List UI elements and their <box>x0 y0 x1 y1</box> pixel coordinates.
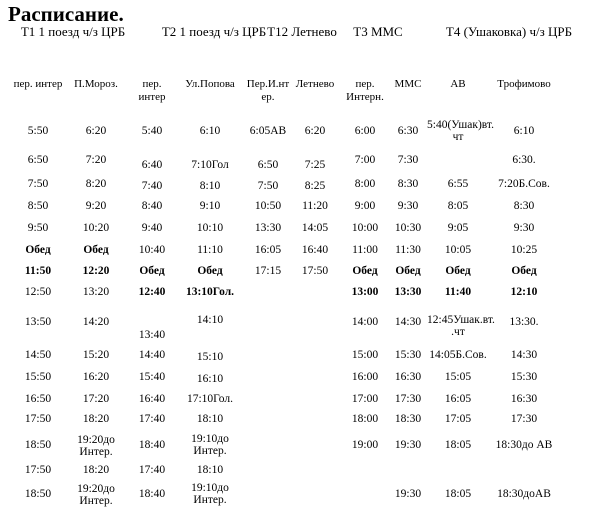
schedule-cell: 17:20 <box>82 393 110 405</box>
column-header: Летнево <box>295 78 335 90</box>
schedule-cell: 10:05 <box>444 244 472 256</box>
schedule-cell: 10:40 <box>138 244 166 256</box>
schedule-cell: 6:50 <box>257 159 279 171</box>
schedule-cell: 17:50 <box>24 413 52 425</box>
route-header-t1: Т1 1 поезд ч/з ЦРБ <box>20 24 126 39</box>
schedule-cell: 18:05 <box>444 439 472 451</box>
schedule-cell: 13:20 <box>82 286 110 298</box>
schedule-cell: 16:05 <box>444 393 472 405</box>
schedule-cell: 14:40 <box>138 349 166 361</box>
schedule-cell: 11:20 <box>302 200 328 212</box>
schedule-cell: 19:10до Интер. <box>191 433 229 457</box>
schedule-cell: 15:00 <box>351 349 379 361</box>
schedule-cell: 18:40 <box>138 488 166 500</box>
schedule-cell: Обед <box>511 265 537 277</box>
schedule-cell: 12:45Ушак.вт. .чт <box>427 314 495 338</box>
schedule-cell: 17:05 <box>444 413 472 425</box>
schedule-cell: 7:10Гол <box>191 159 229 171</box>
schedule-cell: 18:50 <box>24 488 52 500</box>
schedule-cell: 15:40 <box>138 371 166 383</box>
schedule-cell: 7:20 <box>85 154 107 166</box>
schedule-cell: 18:30 <box>394 413 422 425</box>
schedule-cell: 14:00 <box>351 316 379 328</box>
schedule-cell: 8:30 <box>513 200 535 212</box>
page-title: Расписание. <box>8 2 124 26</box>
schedule-cell: 17:40 <box>138 413 166 425</box>
schedule-cell: 18:30до АВ <box>495 439 553 451</box>
schedule-cell: 19:20до Интер. <box>77 483 115 507</box>
schedule-cell: 18:00 <box>351 413 379 425</box>
schedule-cell: 8:40 <box>141 200 163 212</box>
schedule-cell: 9:05 <box>447 222 469 234</box>
schedule-cell: 16:50 <box>24 393 52 405</box>
schedule-cell: 10:00 <box>351 222 379 234</box>
schedule-cell: 18:40 <box>138 439 166 451</box>
schedule-cell: 12:20 <box>82 265 110 277</box>
schedule-cell: 6:55 <box>447 178 469 190</box>
schedule-cell: 9:40 <box>141 222 163 234</box>
schedule-cell: 16:30 <box>510 393 538 405</box>
schedule-cell: 9:00 <box>354 200 376 212</box>
schedule-cell: Обед <box>445 265 471 277</box>
schedule-cell: 10:10 <box>196 222 224 234</box>
route-header-t12: Т12 Летнево <box>267 24 337 39</box>
schedule-cell: 11:30 <box>395 244 421 256</box>
schedule-cell: Обед <box>83 244 109 256</box>
schedule-cell: 8:05 <box>447 200 469 212</box>
schedule-cell: 13:30. <box>509 316 539 328</box>
schedule-cell: 6:20 <box>304 125 326 137</box>
schedule-cell: 11:40 <box>444 286 472 298</box>
schedule-cell: 18:10 <box>196 464 224 476</box>
schedule-cell: 8:20 <box>85 178 107 190</box>
schedule-cell: 7:20Б.Сов. <box>498 178 550 190</box>
schedule-cell: 5:50 <box>27 125 49 137</box>
schedule-cell: 8:10 <box>199 180 221 192</box>
schedule-cell: 9:20 <box>85 200 107 212</box>
schedule-cell: 6:10 <box>199 125 221 137</box>
schedule-cell: 10:25 <box>510 244 538 256</box>
schedule-cell: 14:20 <box>82 316 110 328</box>
schedule-cell: 16:40 <box>138 393 166 405</box>
schedule-cell: 8:00 <box>354 178 376 190</box>
column-header: Трофимово <box>497 78 551 90</box>
schedule-cell: 17:30 <box>394 393 422 405</box>
schedule-cell: 9:30 <box>397 200 419 212</box>
schedule-cell: 15:50 <box>24 371 52 383</box>
schedule-cell: 18:20 <box>82 413 110 425</box>
schedule-cell: 12:40 <box>138 286 166 298</box>
schedule-cell: Обед <box>25 244 51 256</box>
schedule-cell: 5:40(Ушак)вт. чт <box>427 119 494 143</box>
schedule-cell: 14:05 <box>301 222 329 234</box>
schedule-cell: 16:00 <box>351 371 379 383</box>
schedule-cell: 10:20 <box>82 222 110 234</box>
schedule-cell: 8:25 <box>304 180 326 192</box>
schedule-cell: 12:50 <box>24 286 52 298</box>
column-header: пер. интер <box>138 78 166 103</box>
schedule-cell: 9:50 <box>27 222 49 234</box>
schedule-cell: 11:50 <box>24 265 52 277</box>
schedule-cell: 5:40 <box>141 125 163 137</box>
schedule-cell: 6:10 <box>513 125 535 137</box>
schedule-cell: 6:00 <box>354 125 376 137</box>
schedule-cell: 11:00 <box>352 244 378 256</box>
column-header: АВ <box>450 78 466 90</box>
route-header-t3: Т3 ММС <box>353 24 403 39</box>
schedule-cell: 18:50 <box>24 439 52 451</box>
schedule-cell: 14:50 <box>24 349 52 361</box>
schedule-cell: 19:30 <box>394 439 422 451</box>
route-header-t4: Т4 (Ушаковка) ч/з ЦРБ <box>445 24 573 39</box>
schedule-cell: 13:00 <box>351 286 379 298</box>
schedule-cell: 11:10 <box>197 244 223 256</box>
schedule-cell: Обед <box>352 265 378 277</box>
schedule-cell: 16:40 <box>301 244 329 256</box>
schedule-cell: 10:50 <box>254 200 282 212</box>
schedule-cell: 9:10 <box>199 200 221 212</box>
schedule-cell: 19:10до Интер. <box>191 482 229 506</box>
schedule-cell: 19:00 <box>351 439 379 451</box>
schedule-cell: 6:20 <box>85 125 107 137</box>
schedule-cell: Обед <box>139 265 165 277</box>
schedule-cell: 17:50 <box>24 464 52 476</box>
schedule-cell: 17:30 <box>510 413 538 425</box>
column-header: ММС <box>394 78 422 90</box>
schedule-cell: 18:20 <box>82 464 110 476</box>
schedule-cell: 17:10Гол. <box>186 393 234 405</box>
schedule-cell: 19:30 <box>394 488 422 500</box>
column-header: П.Мороз. <box>74 78 118 90</box>
column-header: Ул.Попова <box>185 78 235 90</box>
schedule-cell: 14:05Б.Сов. <box>429 349 487 361</box>
schedule-cell: 15:30 <box>510 371 538 383</box>
schedule-cell: 15:20 <box>82 349 110 361</box>
schedule-cell: 7:40 <box>141 180 163 192</box>
schedule-cell: 7:30 <box>397 154 419 166</box>
schedule-cell: 15:05 <box>444 371 472 383</box>
schedule-cell: 13:50 <box>24 316 52 328</box>
column-header: пер. Интерн. <box>346 78 384 103</box>
schedule-cell: 10:30 <box>394 222 422 234</box>
schedule-cell: 17:50 <box>301 265 329 277</box>
schedule-cell: 16:30 <box>394 371 422 383</box>
schedule-cell: 8:30 <box>397 178 419 190</box>
schedule-cell: 16:05 <box>254 244 282 256</box>
schedule-cell: 17:15 <box>254 265 282 277</box>
schedule-cell: 15:10 <box>196 351 224 363</box>
schedule-cell: 18:30доАВ <box>497 488 551 500</box>
schedule-cell: 17:40 <box>138 464 166 476</box>
schedule-cell: 18:05 <box>444 488 472 500</box>
schedule-cell: 7:50 <box>27 178 49 190</box>
schedule-cell: 14:30 <box>394 316 422 328</box>
schedule-cell: 13:30 <box>254 222 282 234</box>
schedule-cell: 6:30. <box>512 154 536 166</box>
schedule-cell: 6:05АВ <box>249 125 287 137</box>
schedule-cell: 16:10 <box>196 373 224 385</box>
schedule-cell: 18:10 <box>196 413 224 425</box>
schedule-cell: 13:10Гол. <box>185 286 235 298</box>
schedule-cell: 7:00 <box>354 154 376 166</box>
schedule-cell: 15:30 <box>394 349 422 361</box>
schedule-cell: 19:20до Интер. <box>77 434 115 458</box>
column-header: Пер.И.нт ер. <box>246 78 290 103</box>
schedule-cell: 7:50 <box>257 180 279 192</box>
schedule-cell: 14:10 <box>196 314 224 326</box>
column-header: пер. интер <box>13 78 63 90</box>
schedule-cell: 6:50 <box>27 154 49 166</box>
schedule-cell: Обед <box>395 265 421 277</box>
route-header-t2: Т2 1 поезд ч/з ЦРБ <box>161 24 267 39</box>
schedule-cell: 8:50 <box>27 200 49 212</box>
schedule-cell: 16:20 <box>82 371 110 383</box>
schedule-cell: 7:25 <box>304 159 326 171</box>
schedule-cell: 6:30 <box>397 125 419 137</box>
schedule-cell: 12:10 <box>510 286 538 298</box>
schedule-cell: 14:30 <box>510 349 538 361</box>
schedule-cell: 17:00 <box>351 393 379 405</box>
schedule-cell: 6:40 <box>141 159 163 171</box>
schedule-cell: 13:40 <box>138 329 166 341</box>
schedule-cell: 13:30 <box>394 286 422 298</box>
schedule-cell: 9:30 <box>513 222 535 234</box>
schedule-cell: Обед <box>197 265 223 277</box>
